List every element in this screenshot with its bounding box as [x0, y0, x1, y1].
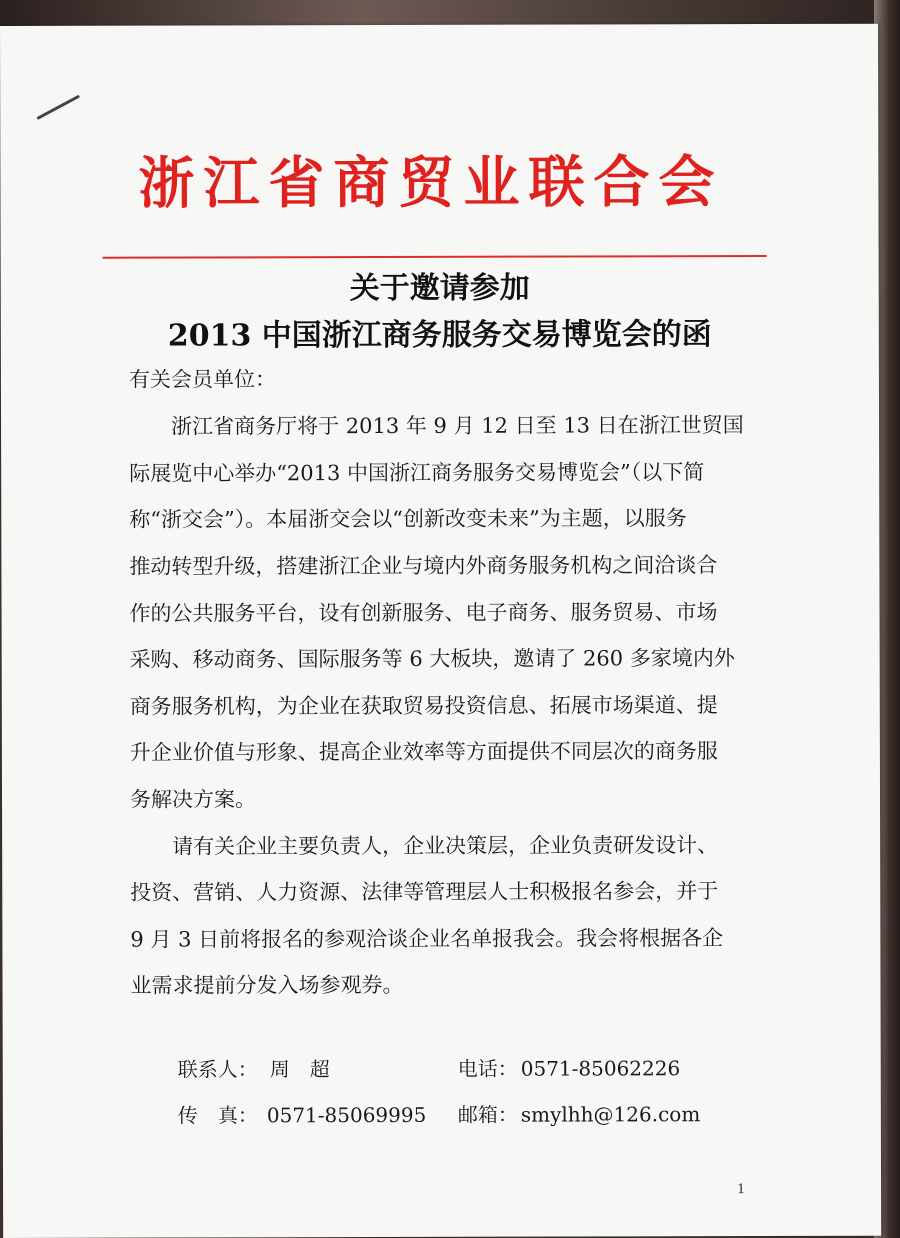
paragraph-1-line-7: 商务服务机构，为企业在获取贸易投资信息、拓展市场渠道、提 — [129, 693, 718, 719]
letterhead-divider — [103, 255, 767, 259]
paragraph-1-line-2: 际展览中心举办“2013 中国浙江商务服务交易博览会”（以下简 — [129, 460, 705, 486]
paragraph-1-line-3: 称“浙交会”）。本届浙交会以“创新改变未来”为主题，以服务 — [129, 506, 687, 532]
paragraph-1-line-9: 务解决方案。 — [129, 787, 257, 812]
paragraph-1-line-8: 升企业价值与形象、提高企业效率等方面提供不同层次的商务服 — [129, 739, 718, 765]
contact-email-label: 邮箱： — [457, 1102, 518, 1127]
paragraph-2-line-3: 9 月 3 日前将报名的参观洽谈企业名单报我会。我会将根据各企 — [130, 926, 724, 952]
paragraph-2-line-2: 投资、营销、人力资源、法律等管理层人士积极报名参会，并于 — [130, 879, 719, 905]
contact-person-label: 联系人： — [177, 1057, 258, 1082]
letterhead-organization: 浙江省商贸业联合会 — [138, 149, 724, 217]
contact-phone: 0571-85062226 — [520, 1056, 681, 1081]
paragraph-2-line-4: 业需求提前分发入场参观券。 — [130, 972, 404, 998]
document-title-line-2: 2013 中国浙江商务服务交易博览会的函 — [167, 317, 712, 354]
staple-mark — [36, 95, 80, 120]
contact-fax-label: 传 真： — [177, 1103, 258, 1128]
paragraph-1-line-6: 采购、移动商务、国际服务等 6 大板块，邀请了 260 多家境内外 — [129, 646, 735, 672]
contact-email: smylhh@126.com — [520, 1102, 701, 1127]
paper-sheet — [0, 24, 881, 1238]
contact-phone-label: 电话： — [457, 1056, 518, 1081]
paragraph-1-line-1: 浙江省商务厅将于 2013 年 9 月 12 日至 13 日在浙江世贸国 — [171, 413, 744, 439]
paragraph-1-line-5: 作的公共服务平台，设有创新服务、电子商务、服务贸易、市场 — [129, 600, 718, 626]
document-title-line-1: 关于邀请参加 — [349, 270, 530, 307]
contact-fax: 0571-85069995 — [266, 1102, 427, 1128]
contact-person-name: 周 超 — [269, 1057, 330, 1082]
page-number: 1 — [737, 1182, 746, 1198]
paragraph-1-line-4: 推动转型升级，搭建浙江企业与境内外商务服务机构之间洽谈合 — [129, 553, 718, 579]
salutation: 有关会员单位： — [128, 367, 276, 392]
paragraph-2-line-1: 请有关企业主要负责人，企业决策层，企业负责研发设计、 — [172, 833, 719, 859]
